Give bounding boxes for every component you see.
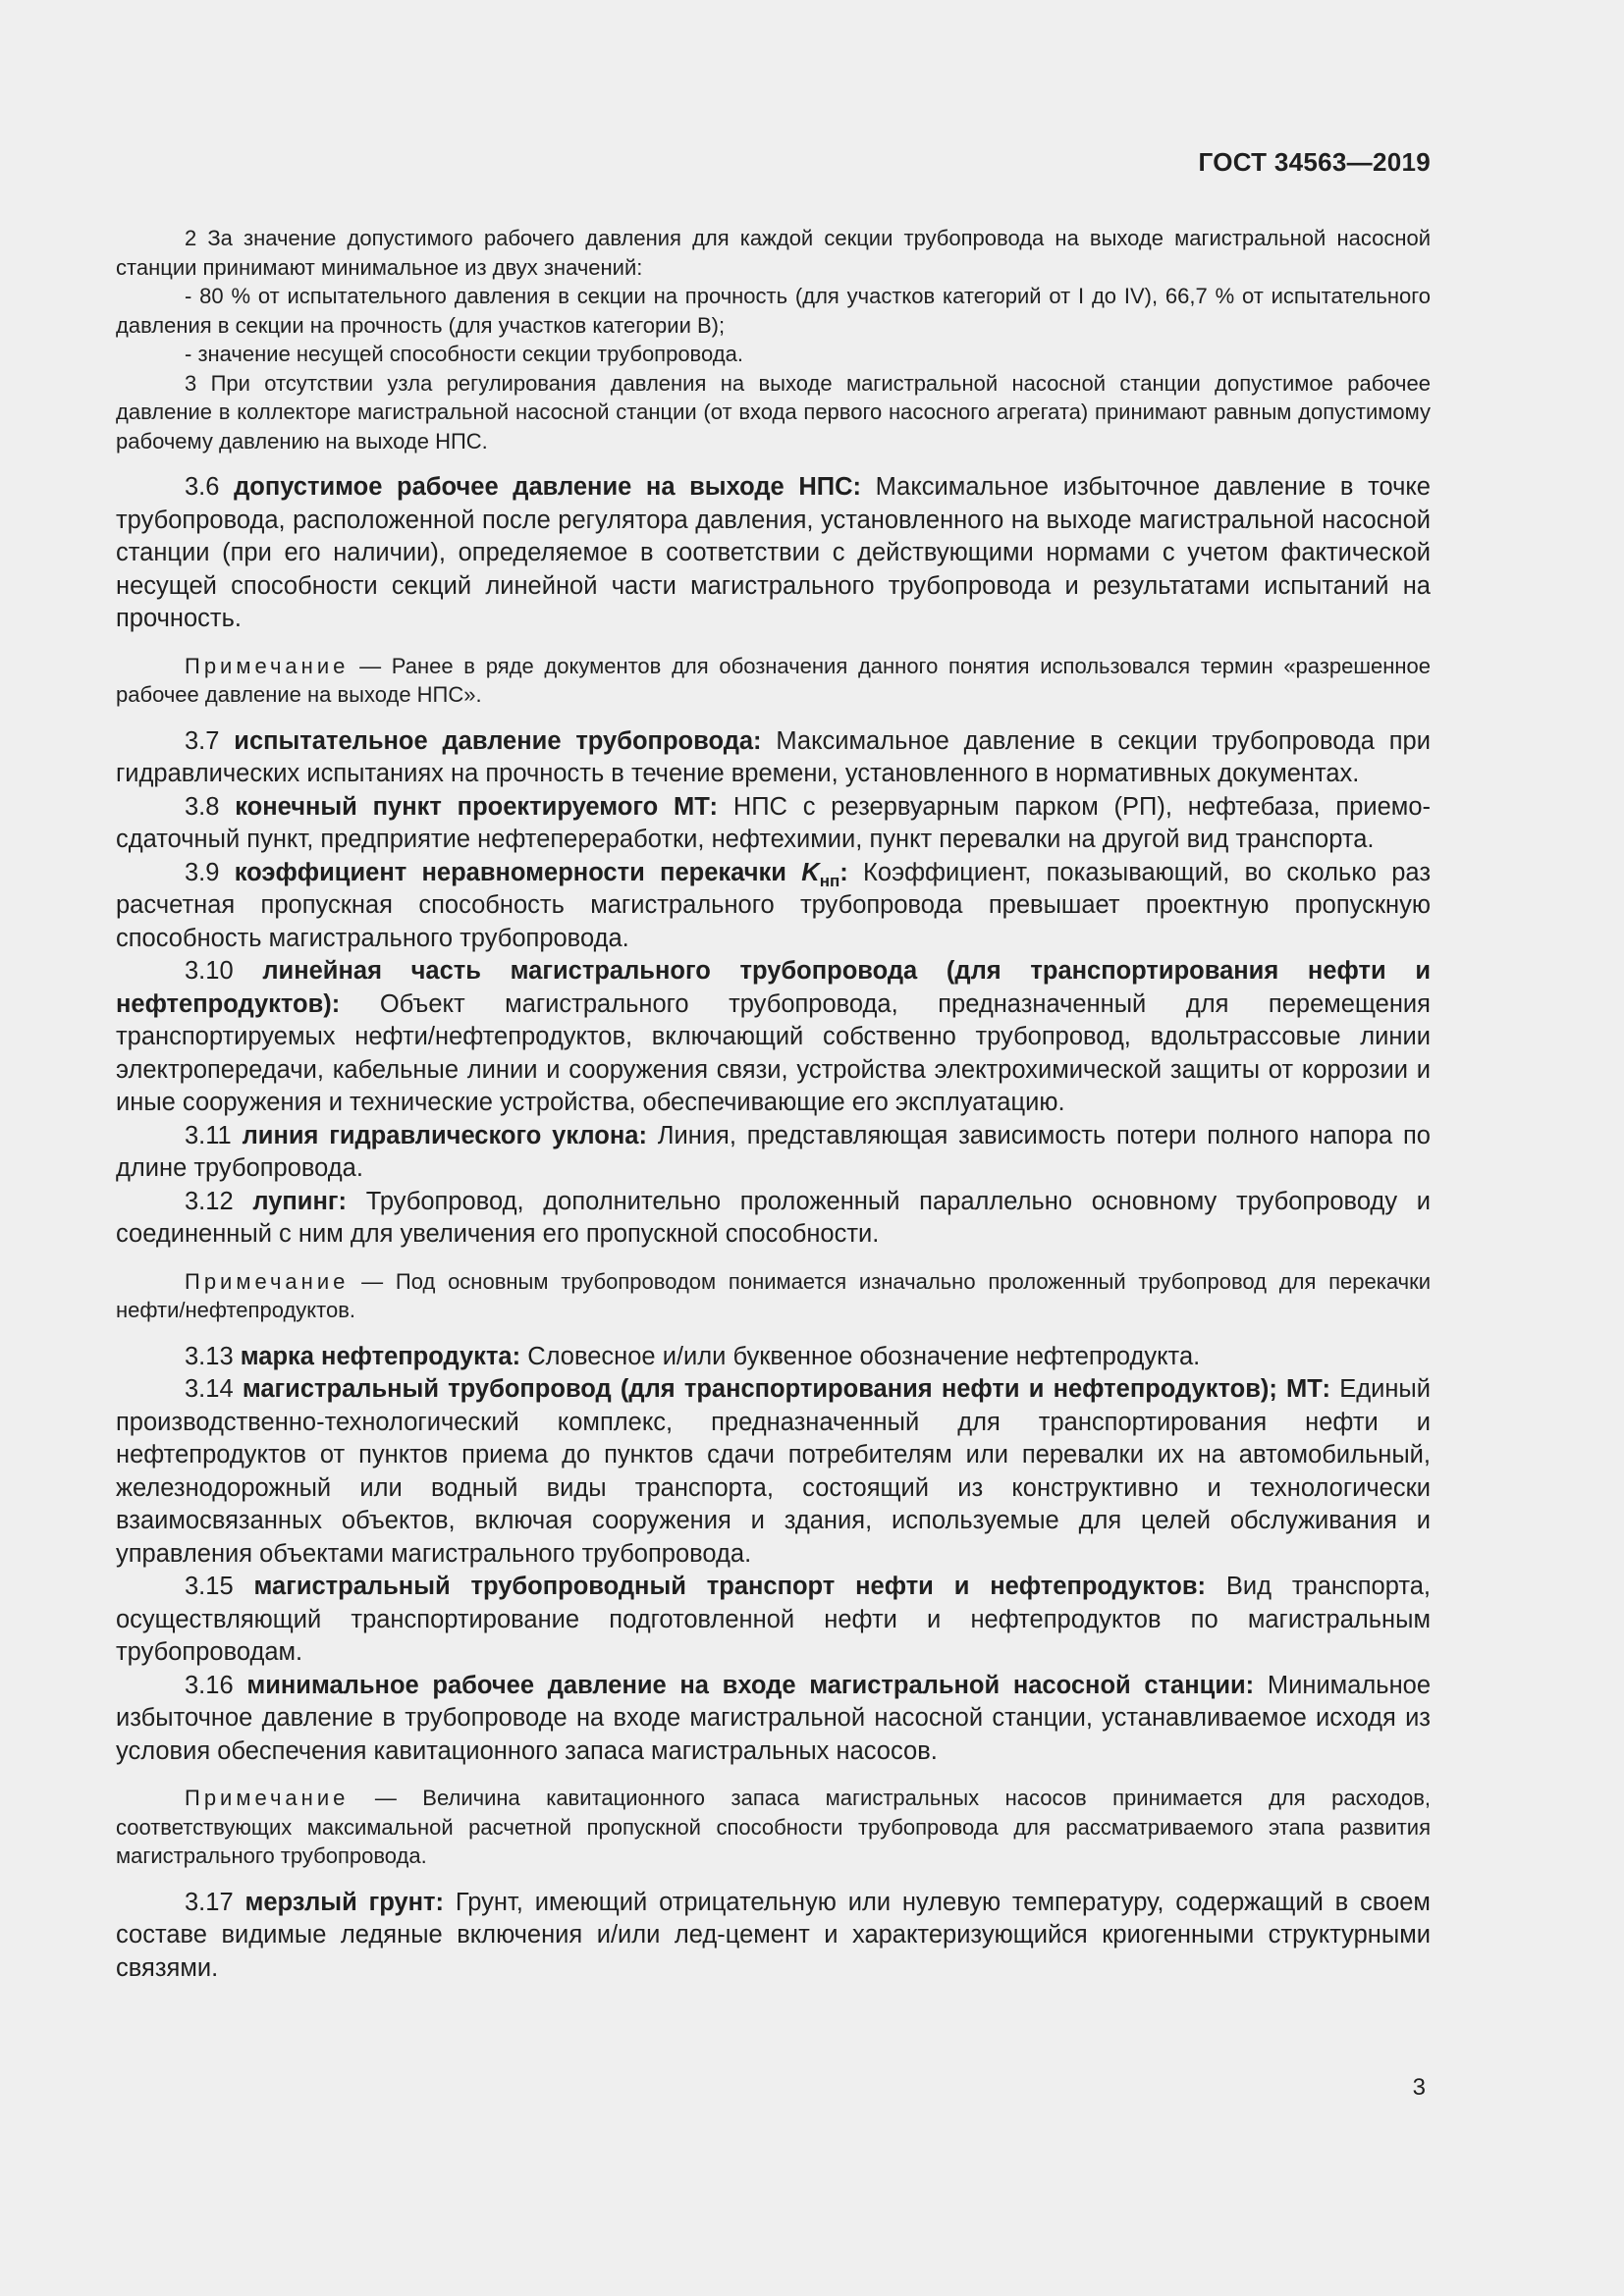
document-header: ГОСТ 34563—2019 <box>1198 147 1431 177</box>
note-label: Примечание <box>185 1786 350 1810</box>
term-number: 3.8 <box>185 792 220 821</box>
term-title: линейная часть магистрального трубопровода (для транспортирования нефти и нефтепродуктов): <box>116 957 1431 1018</box>
term-number: 3.9 <box>185 858 220 886</box>
term-title: марка нефтепродукта: <box>240 1342 521 1370</box>
term-title: допустимое рабочее давление на выходе НПС: <box>234 473 862 501</box>
term-number: 3.15 <box>185 1573 234 1600</box>
term-definition: Единый производственно-технологический комплекс, предназначенный для транспортирования нефти и нефтепродуктов от пунктов приема до пунктов сдачи потребителям или перевалки их на автомобильный, железнодорожный или водный виды транспорта, состоящий из конструктивно и технологически взаимосвязанных объектов, включая сооружения и здания, используемые для целей обслуживания и управления объектами магистрального трубопровода. <box>116 1375 1432 1568</box>
term-definition: Вид транспорта, осуществляющий транспортирование подготовленной нефти и нефтепродуктов по магистральным трубопроводам. <box>116 1573 1431 1666</box>
term-definition: Трубопровод, дополнительно проложенный параллельно основному трубопроводу и соединенный с ним для увеличения его пропускной способности. <box>116 1187 1432 1248</box>
term-3-11 <box>116 1120 1431 1186</box>
term-3-8 <box>116 791 1431 857</box>
term-title: магистральный трубопроводный транспорт нефти и нефтепродуктов: <box>253 1573 1207 1600</box>
term-number: 3.11 <box>185 1121 232 1149</box>
term-definition: Коэффициент, показывающий, во сколько раз расчетная пропускная способность магистрального трубопровода превышает проектную пропускную способность магистрального трубопровода. <box>116 858 1432 952</box>
note-text: — Под основным трубопроводом понимается изначально проложенный трубопровод для перекачки нефти/нефтепродуктов. <box>116 1268 1431 1322</box>
term-colon: : <box>839 858 848 886</box>
term-3-9 <box>116 857 1431 956</box>
note-text: — Ранее в ряде документов для обозначения данного понятия использовался термин «разрешенное рабочее давление на выходе НПС». <box>116 653 1431 707</box>
term-number: 3.7 <box>185 726 220 755</box>
term-definition: Минимальное избыточное давление в трубопроводе на входе магистральной насосной станции, устанавливаемое исходя из условия обеспечения кавитационного запаса магистральных насосов. <box>116 1671 1432 1765</box>
term-definition: Максимальное давление в секции трубопровода при гидравлических испытаниях на прочность в течение времени, установленного в нормативных документах. <box>116 726 1431 787</box>
symbol-subscript: нп <box>819 871 840 890</box>
term-3-10 <box>116 955 1431 1120</box>
term-definition: Объект магистрального трубопровода, предназначенный для перемещения транспортируемых нефти/нефтепродуктов, включающий собственно трубопровод, вдольтрассовые линии электропередачи, кабельные линии и сооружения связи, устройства электрохимической защиты от коррозии и иные сооружения и технические устройства, обеспечивающие его эксплуатацию. <box>116 989 1431 1116</box>
note-3-6 <box>116 652 1431 710</box>
term-3-7 <box>116 725 1431 791</box>
term-3-13 <box>116 1341 1431 1374</box>
term-3-14 <box>116 1373 1431 1571</box>
note-label: Примечание <box>185 1268 350 1294</box>
term-number: 3.14 <box>185 1375 234 1403</box>
term-title: линия гидравлического уклона: <box>242 1121 647 1149</box>
term-definition: Грунт, имеющий отрицательную или нулевую температуру, содержащий в своем составе видимые ледяные включения и/или лед-цемент и характеризующийся криогенными структурными связями. <box>116 1888 1431 1982</box>
page-number: 3 <box>1412 2074 1426 2101</box>
term-number: 3.16 <box>185 1671 234 1699</box>
term-definition: НПС с резервуарным парком (РП), нефтебаза, приемо-сдаточный пункт, предприятие нефтепереработки, нефтехимии, пункт перевалки на другой вид транспорта. <box>116 792 1431 853</box>
term-number: 3.13 <box>185 1342 234 1370</box>
term-title: конечный пункт проектируемого МТ: <box>235 792 719 821</box>
note-3: 3 При отсутствии узла регулирования давления на выходе магистральной насосной станции допустимое рабочее давление в коллекторе магистральной насосной станции (от входа первого насосного агрегата) принимают равным допустимому рабочему давлению на выходе НПС. <box>116 370 1431 454</box>
term-title: магистральный трубопровод (для транспортирования нефти и нефтепродуктов); МТ: <box>242 1375 1331 1403</box>
notes-block-top <box>116 224 1431 455</box>
note-text: — Величина кавитационного запаса магистральных насосов принимается для расходов, соответствующих максимальной расчетной пропускной способности трубопровода для рассматриваемого этапа развития магистрального трубопровода. <box>116 1786 1431 1868</box>
term-number: 3.10 <box>185 957 234 985</box>
term-number: 3.12 <box>185 1187 234 1215</box>
term-3-16 <box>116 1670 1431 1769</box>
term-title: испытательное давление трубопровода: <box>234 726 762 755</box>
note-3-12 <box>116 1267 1431 1325</box>
term-title: минимальное рабочее давление на входе магистральной насосной станции: <box>246 1671 1255 1699</box>
term-3-12 <box>116 1186 1431 1252</box>
note-label: Примечание <box>185 653 350 678</box>
term-title: мерзлый грунт: <box>244 1888 444 1916</box>
term-title: коэффициент неравномерности перекачки <box>234 858 786 886</box>
term-definition: Максимальное избыточное давление в точке трубопровода, расположенной после регулятора давления, установленного на выходе магистральной насосной станции (при его наличии), определяемое в соответствии с действующими нормами с учетом фактической несущей способности секций линейной части магистрального трубопровода и результатами испытаний на прочность. <box>116 473 1431 632</box>
term-3-6 <box>116 471 1431 636</box>
note-2-item-2: - значение несущей способности секции трубопровода. <box>185 342 743 366</box>
symbol-k: K <box>801 858 820 886</box>
term-title: лупинг: <box>252 1187 347 1215</box>
term-number: 3.17 <box>185 1888 234 1916</box>
term-3-15 <box>116 1571 1431 1670</box>
term-definition: Словесное и/или буквенное обозначение нефтепродукта. <box>527 1342 1201 1370</box>
term-definition: Линия, представляющая зависимость потери полного напора по длине трубопровода. <box>116 1121 1431 1182</box>
page-content <box>116 224 1431 1985</box>
term-number: 3.6 <box>185 473 220 501</box>
term-3-17 <box>116 1887 1431 1986</box>
note-3-16 <box>116 1784 1431 1871</box>
note-2-item-1: - 80 % от испытательного давления в секции на прочность (для участков категорий от I до IV), 66,7 % от испытательного давления в секции на прочность (для участков категории В); <box>116 284 1431 338</box>
note-2-intro: 2 За значение допустимого рабочего давления для каждой секции трубопровода на выходе магистральной насосной станции принимают минимальное из двух значений: <box>116 226 1431 280</box>
